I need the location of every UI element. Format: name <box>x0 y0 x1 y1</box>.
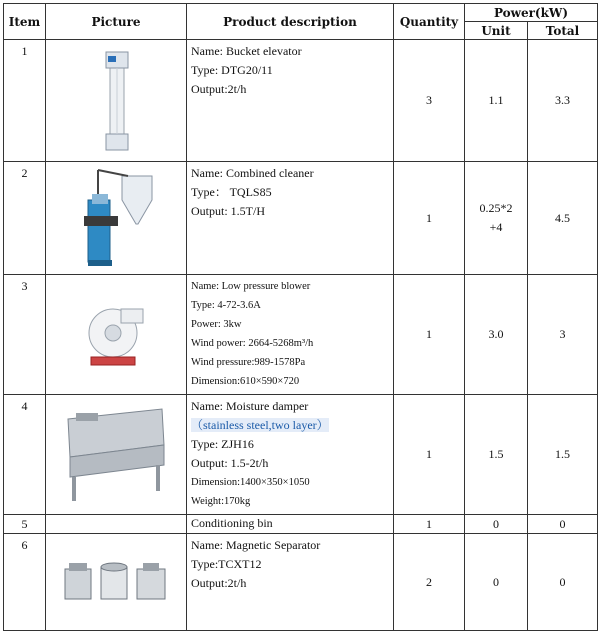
item-number: 3 <box>4 275 46 395</box>
desc-line: Conditioning bin <box>191 516 273 531</box>
total-power-cell: 1.5 <box>528 395 598 515</box>
unit-power-cell: 3.0 <box>465 275 528 395</box>
item-number: 1 <box>4 40 46 162</box>
description <box>187 275 394 395</box>
header-total: Total <box>528 22 598 40</box>
total-power-cell: 3.3 <box>528 40 598 162</box>
quantity-cell: 2 <box>394 534 465 631</box>
desc-line: Output:2t/h <box>191 576 247 591</box>
total-power-cell: 3 <box>528 275 598 395</box>
header-description: Product description <box>187 4 394 40</box>
item-number: 4 <box>4 395 46 515</box>
desc-line: Output:2t/h <box>191 82 247 97</box>
desc-line: Dimension:610×590×720 <box>191 376 300 388</box>
description <box>187 395 394 515</box>
description <box>187 534 394 631</box>
table-row <box>4 40 598 162</box>
header-item: Item <box>4 4 46 40</box>
total-power-cell: 0 <box>528 534 598 631</box>
magnetic-separator-image <box>46 534 187 631</box>
unit-power-line: +4 <box>489 220 503 235</box>
desc-line: Name: Combined cleaner <box>191 166 314 181</box>
moisture-damper-image <box>46 395 187 515</box>
description <box>187 515 394 534</box>
table-row <box>4 275 598 395</box>
item-number: 6 <box>4 534 46 631</box>
low-pressure-blower-image <box>46 275 187 395</box>
desc-line: Type: 4-72-3.6A <box>191 300 261 312</box>
description <box>187 162 394 275</box>
combined-cleaner-image <box>46 162 187 275</box>
bucket-elevator-image <box>46 40 187 162</box>
quantity-cell: 1 <box>394 275 465 395</box>
desc-line: Type: DTG20/11 <box>191 63 273 78</box>
unit-power-cell <box>465 162 528 275</box>
total-power-cell: 4.5 <box>528 162 598 275</box>
desc-line: Wind pressure:989-1578Pa <box>191 357 306 369</box>
header-unit: Unit <box>465 22 528 40</box>
desc-line: Weight:170kg <box>191 496 251 508</box>
unit-power-cell: 1.5 <box>465 395 528 515</box>
quantity-cell: 3 <box>394 40 465 162</box>
quantity-cell: 1 <box>394 515 465 534</box>
desc-line: Name: Magnetic Separator <box>191 538 321 553</box>
desc-line: Output: 1.5-2t/h <box>191 456 269 471</box>
desc-line: Output: 1.5T/H <box>191 204 265 219</box>
empty-picture-cell <box>46 515 187 534</box>
total-power-cell: 0 <box>528 515 598 534</box>
desc-line: Name: Low pressure blower <box>191 281 311 293</box>
desc-line: Power: 3kw <box>191 319 242 331</box>
item-number: 5 <box>4 515 46 534</box>
table-row <box>4 515 598 534</box>
desc-line-highlight <box>191 416 389 435</box>
desc-line: Type: ZJH16 <box>191 437 254 452</box>
desc-line: Name: Moisture damper <box>191 399 309 414</box>
table-row <box>4 395 598 515</box>
description <box>187 40 394 162</box>
unit-power-cell: 1.1 <box>465 40 528 162</box>
desc-line: Type： TQLS85 <box>191 185 272 200</box>
table-row <box>4 162 598 275</box>
quantity-cell: 1 <box>394 395 465 515</box>
desc-line: Type:TCXT12 <box>191 557 262 572</box>
equipment-table <box>3 3 598 631</box>
desc-line: Name: Bucket elevator <box>191 44 302 59</box>
unit-power-cell: 0 <box>465 515 528 534</box>
header-picture: Picture <box>46 4 187 40</box>
desc-line: Dimension:1400×350×1050 <box>191 477 310 489</box>
item-number: 2 <box>4 162 46 275</box>
unit-power-line: 0.25*2 <box>479 201 513 216</box>
quantity-cell: 1 <box>394 162 465 275</box>
desc-line: Wind power: 2664-5268m³/h <box>191 338 314 350</box>
table-row <box>4 534 598 631</box>
header-quantity: Quantity <box>394 4 465 40</box>
unit-power-cell: 0 <box>465 534 528 631</box>
header-power: Power(kW) <box>465 4 598 22</box>
stainless-note: （stainless steel,two layer） <box>191 418 329 433</box>
